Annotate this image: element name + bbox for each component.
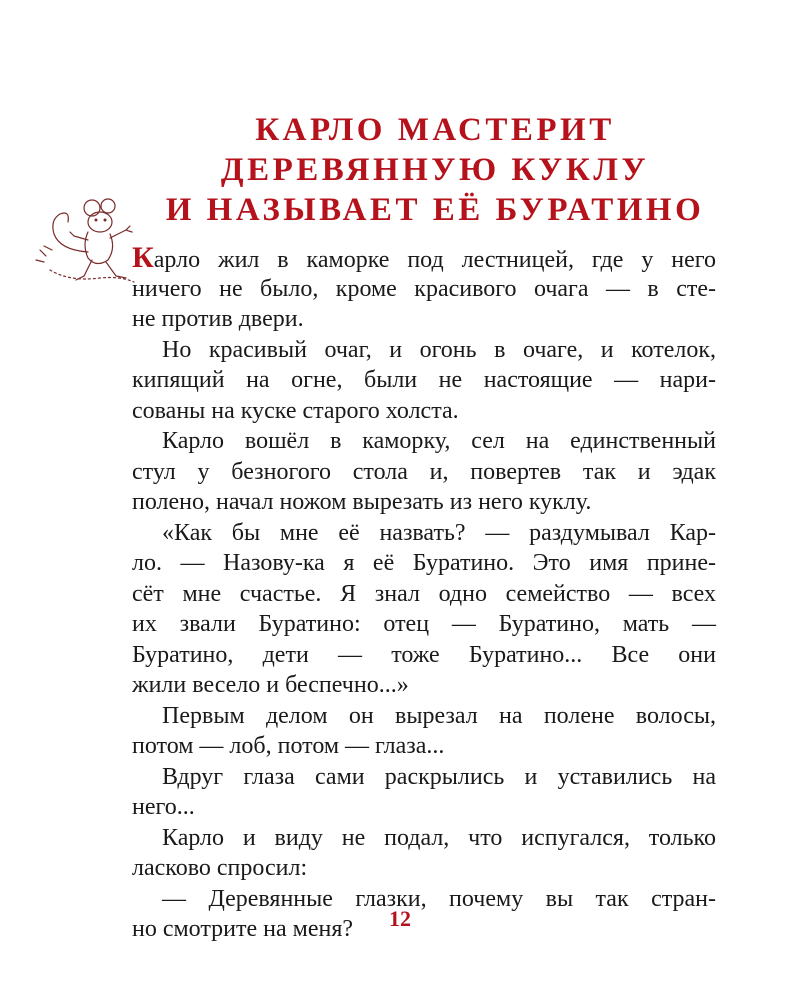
body-text	[132, 243, 716, 945]
text-line: кипящий на огне, были не настоящие — нари-	[132, 367, 716, 393]
text-line: «Как бы мне её назвать? — раздумывал Кар-	[162, 519, 716, 546]
text-line: ничего не было, кроме красивого очага — в сте-	[132, 275, 716, 302]
text-line: потом — лоб, потом — глаза...	[132, 733, 445, 759]
text-line: сованы на куске старого холста.	[132, 397, 459, 424]
chapter-title-line: И НАЗЫВАЕТ ЕЁ БУРАТИНО	[165, 192, 705, 228]
text-line: стул у безногого стола и, повертев так и эдак	[132, 458, 716, 485]
text-line: не против двери.	[132, 306, 304, 332]
text-line: но смотрите на меня?	[132, 916, 354, 942]
text-line: ласково спросил:	[132, 855, 308, 881]
text-line: полено, начал ножом вырезать из него куклу.	[132, 489, 592, 515]
page-number: 12	[389, 906, 411, 931]
text-line: него...	[132, 794, 195, 820]
text-line: Но красивый очаг, и огонь в очаге, и котелок,	[162, 336, 716, 363]
text-line: — Деревянные глазки, почему вы так стран-	[162, 885, 716, 912]
drop-cap: К	[132, 241, 154, 274]
chapter-title	[150, 110, 720, 230]
text-line: Карло вошёл в каморку, сел на единственный	[162, 428, 716, 454]
text-line: Первым делом он вырезал на полене волосы,	[162, 702, 716, 729]
text-line: ло. — Назову-ка я её Буратино. Это имя прине-	[132, 550, 716, 576]
text-line: Буратино, дети — тоже Буратино... Все они	[132, 641, 716, 668]
text-line: Карло и виду не подал, что испугался, только	[162, 824, 716, 851]
text-line: их звали Буратино: отец — Буратино, мать —	[132, 611, 716, 637]
text-line: Вдруг глаза сами раскрылись и уставились на	[162, 763, 716, 790]
text-line: арло жил в каморке под лестницей, где у него	[153, 247, 716, 273]
text-line: жили весело и беспечно...»	[132, 672, 409, 698]
chapter-title-line: КАРЛО МАСТЕРИТ	[255, 112, 615, 148]
text-line: сёт мне счастье. Я знал одно семейство — всех	[132, 580, 716, 607]
chapter-title-line: ДЕРЕВЯННУЮ КУКЛУ	[220, 152, 650, 188]
mouse-illustration-icon	[30, 190, 140, 290]
